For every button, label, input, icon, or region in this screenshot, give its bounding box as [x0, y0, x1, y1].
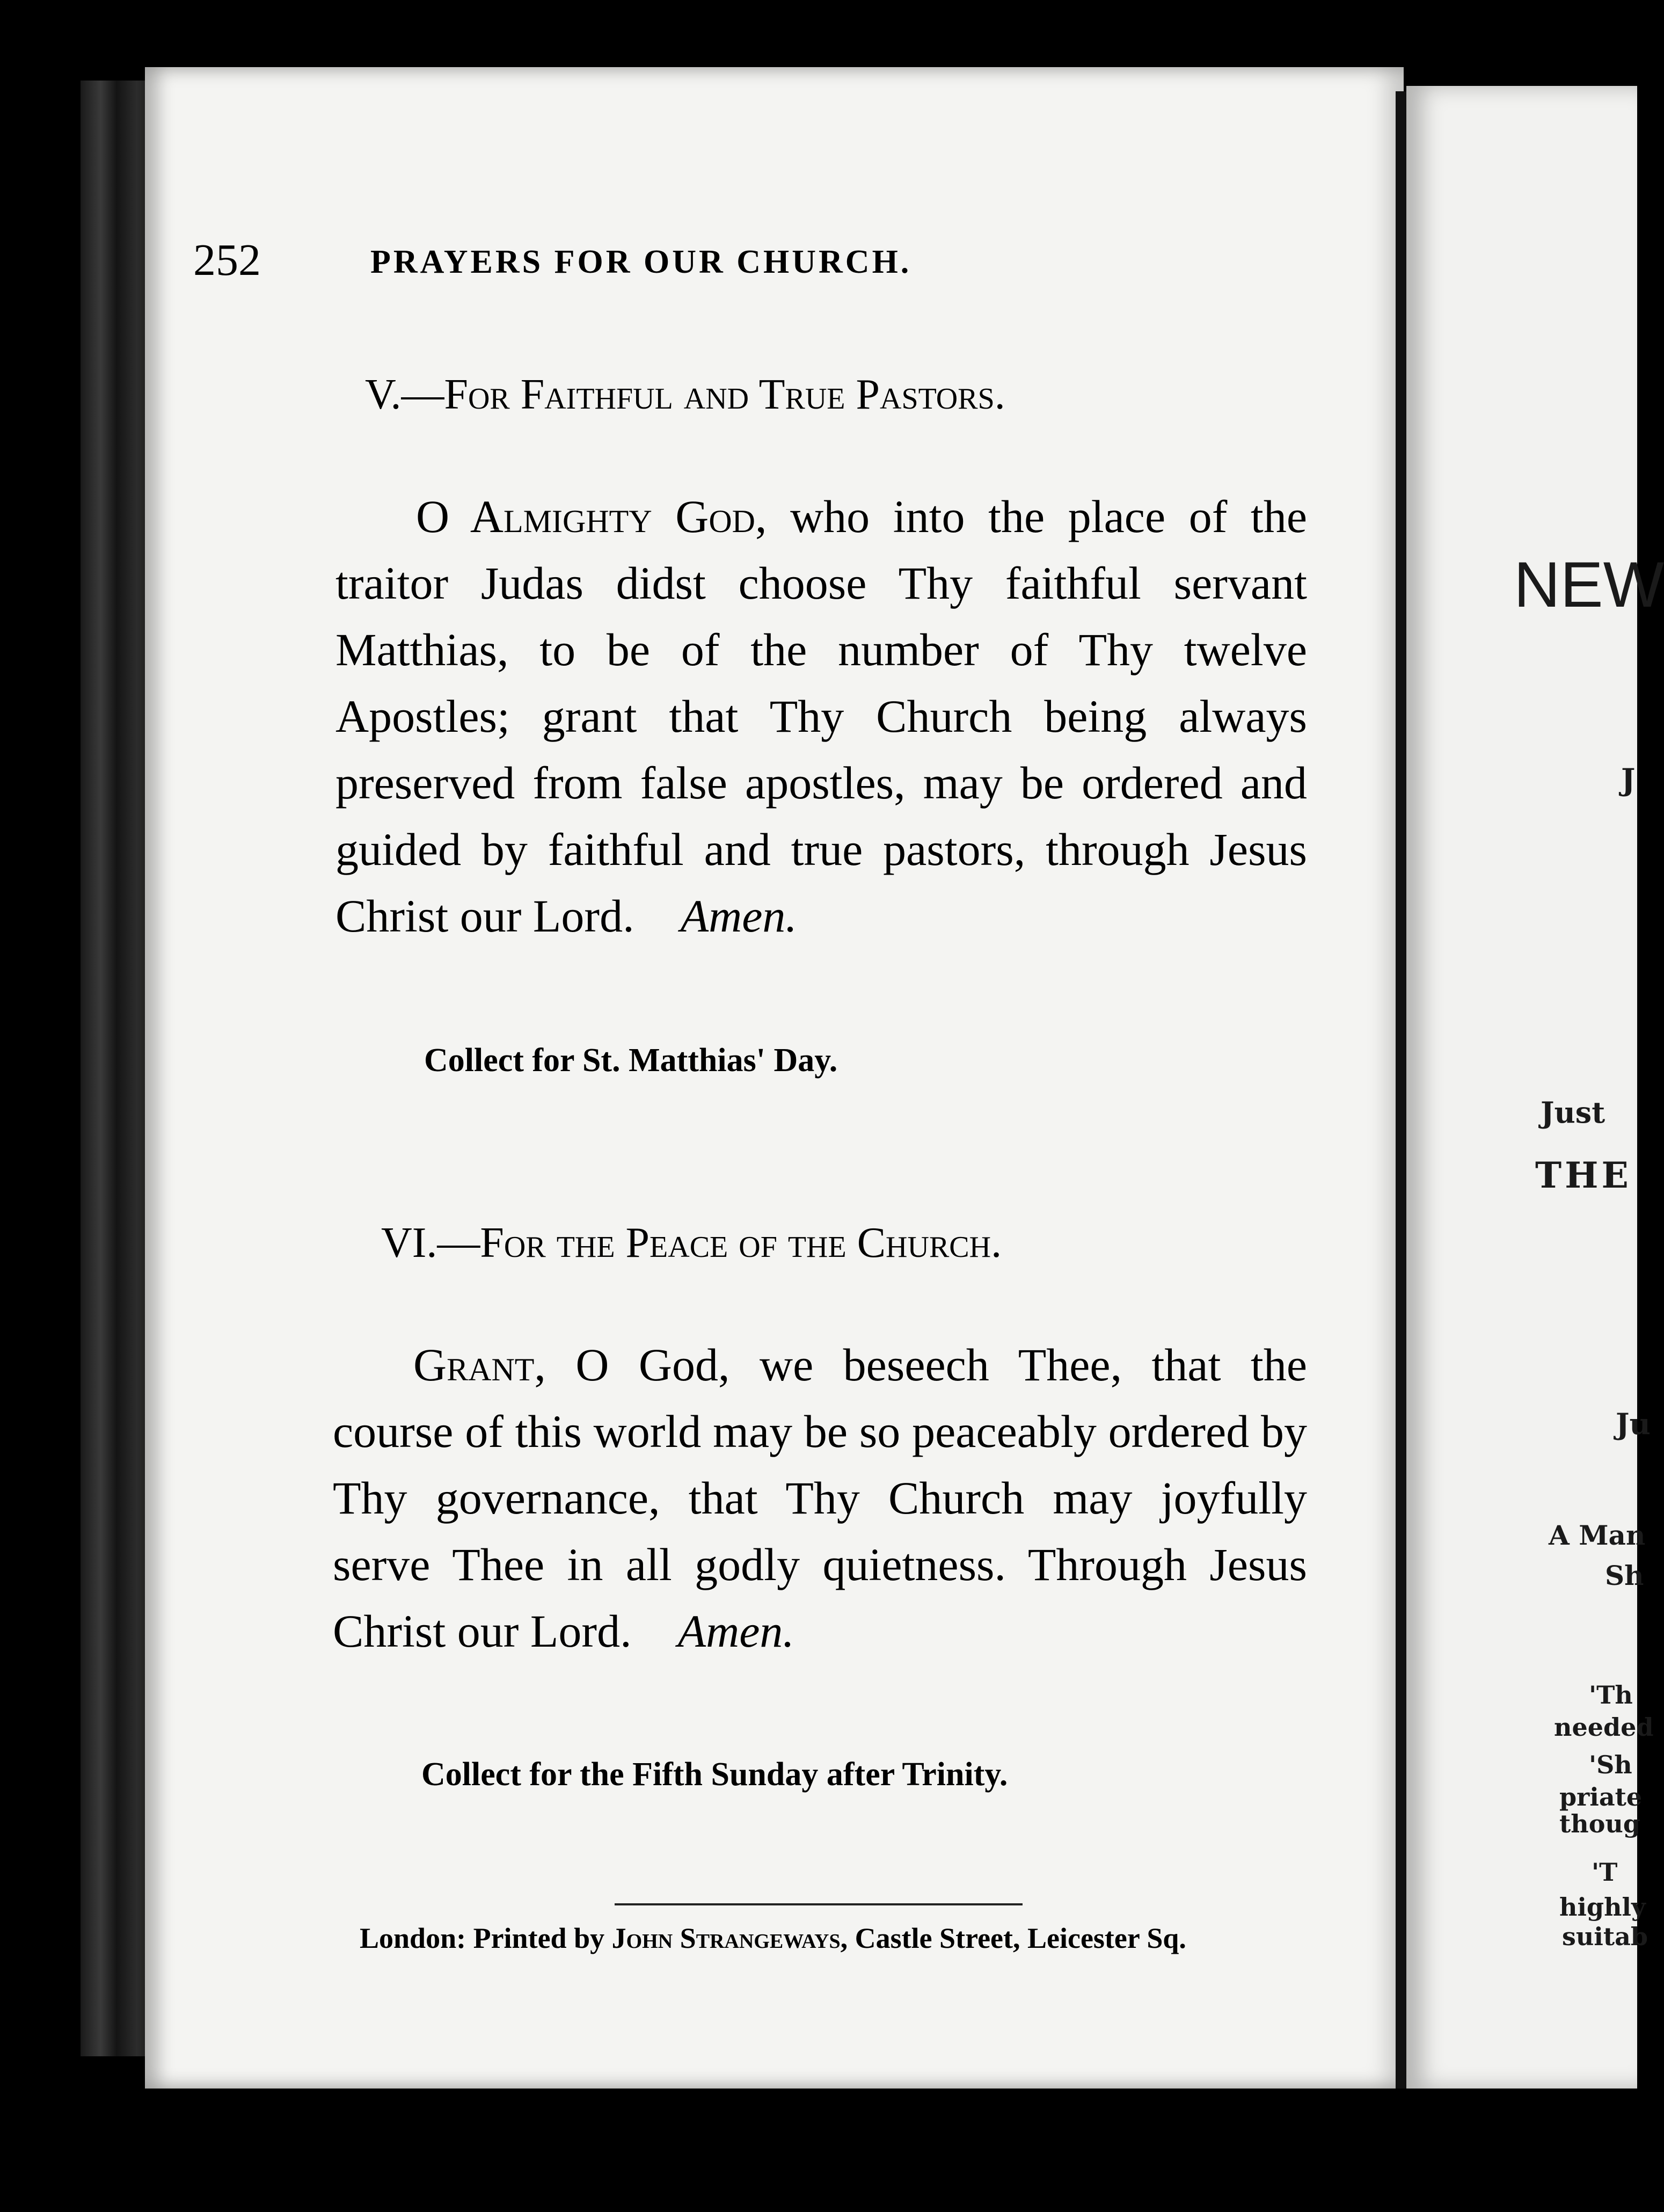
imprint-printer: John Strangeways	[611, 1922, 841, 1954]
section-heading: V.—For Faithful and True Pastors.	[365, 371, 1005, 418]
imprint-rule	[615, 1903, 1023, 1905]
right-page-fragment: priate	[1559, 1782, 1643, 1811]
imprint-suffix: , Castle Street, Leicester Sq.	[840, 1922, 1186, 1954]
running-title: PRAYERS FOR OUR CHURCH.	[370, 244, 912, 280]
prayer-amen: Amen.	[677, 1605, 794, 1657]
right-page-fragment: J	[1621, 762, 1636, 798]
prayer-text	[335, 483, 1307, 949]
right-page-fragment: highly	[1559, 1893, 1646, 1922]
right-page-fragment: suitab	[1562, 1922, 1648, 1951]
prayer-amen: Amen.	[680, 890, 797, 942]
prayer-body: O God, we beseech Thee, that the course of this world may be so peaceably ordered by Thy governance, that Thy Church may joyfully serve Thee in all godly quietness. Through Jesus Christ our Lord.	[333, 1339, 1307, 1657]
running-head	[193, 231, 1159, 290]
printer-imprint	[360, 1917, 1186, 1960]
right-page-fragment: NEW	[1514, 549, 1664, 621]
right-page-fragment: Ju	[1616, 1407, 1651, 1441]
right-page-fragment: 'Th	[1589, 1680, 1633, 1709]
prayer-lead-words: O Almighty God,	[416, 491, 767, 542]
right-page	[1406, 86, 1664, 2089]
right-page-fragment: thoug	[1559, 1809, 1640, 1838]
right-page-fragment: 'T	[1592, 1858, 1618, 1887]
imprint-prefix: London: Printed by	[360, 1922, 612, 1954]
right-page-fragment: Sh	[1605, 1560, 1644, 1591]
right-page-fragment: Just	[1541, 1095, 1605, 1130]
prayer-lead-words: Grant,	[413, 1339, 546, 1391]
right-page-fragment: 'Sh	[1589, 1750, 1632, 1779]
prayer-body: who into the place of the traitor Judas didst choose Thy faithful servant Matthias, to be of the number of Thy twelve Apostles; grant that Thy Church being always preserved from false apostles, may be ordered and guided by faithful and true pastors, through Jesus Christ our Lord.	[335, 491, 1307, 942]
right-page-fragment: A Man	[1549, 1519, 1646, 1551]
collect-source: Collect for St. Matthias' Day.	[424, 1042, 838, 1079]
collect-source: Collect for the Fifth Sunday after Trinity.	[421, 1756, 1008, 1793]
section-heading: VI.—For the Peace of the Church.	[381, 1219, 1002, 1267]
right-page-fragment: needed	[1554, 1713, 1654, 1742]
page-number: 252	[193, 235, 261, 285]
book-gutter	[1396, 91, 1406, 2089]
prayer-text	[333, 1331, 1307, 1664]
right-page-fragment: THE	[1535, 1154, 1632, 1196]
